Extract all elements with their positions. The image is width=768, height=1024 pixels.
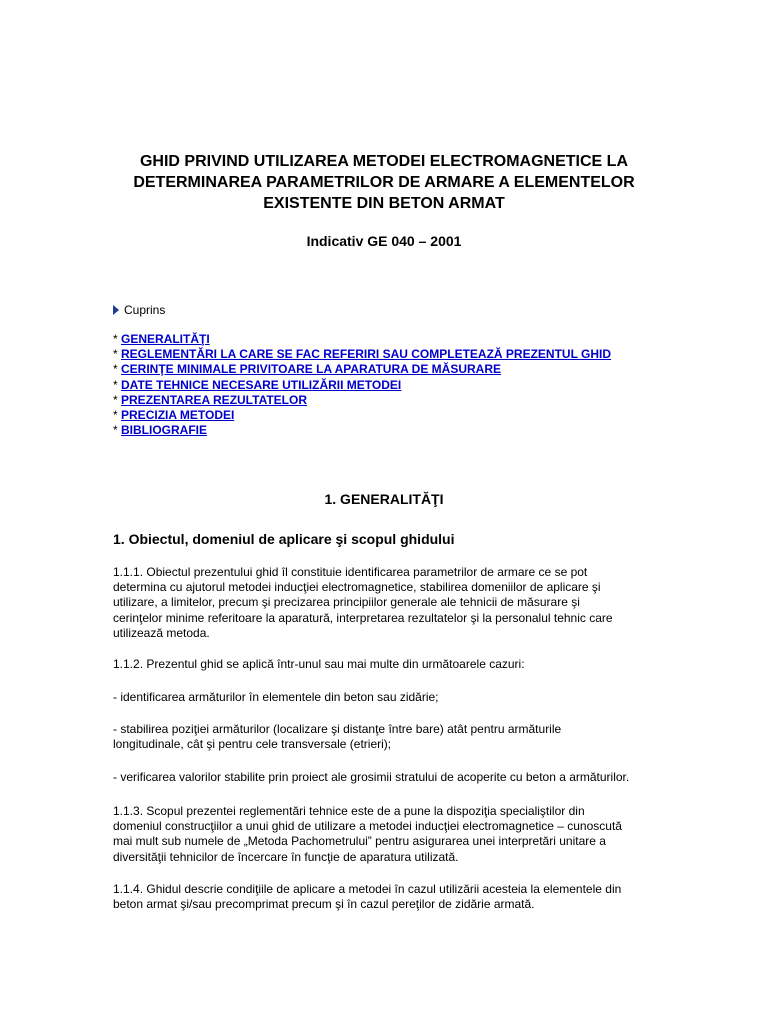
toc-item [113,378,611,393]
toc-toggle[interactable] [113,302,165,318]
toc-link-cerinte[interactable]: CERINŢE MINIMALE PRIVITOARE LA APARATURA DE MĂSURARE [121,362,502,377]
text-line: beton armat şi/sau precomprimat precum şi în cazul pereţilor de zidărie armată. [113,897,535,912]
toc-item [113,393,611,408]
title-line: DETERMINAREA PARAMETRILOR DE ARMARE A ELEMENTELOR [133,174,635,191]
section-heading: 1. GENERALITĂŢI [324,491,444,507]
toc-item [113,408,611,423]
toc-bullet: * [113,423,118,438]
text-line: - stabilirea poziţiei armăturilor (localizare şi distanţe între bare) atât pentru armăturile [113,722,562,736]
paragraph-list-item-1 [113,690,653,705]
paragraph-1-1-1 [113,565,653,641]
toc-link-precizia[interactable]: PRECIZIA METODEI [121,408,235,423]
toc-bullet: * [113,362,118,377]
toc-link-reglementari[interactable]: REGLEMENTĂRI LA CARE SE FAC REFERIRI SAU COMPLETEAZĂ PREZENTUL GHID [121,347,612,362]
toc-item [113,423,611,438]
toc-bullet: * [113,377,118,392]
text-line: 1.1.3. Scopul prezentei reglementări tehnice este de a pune la dispoziţia specialiştilor din [113,804,585,818]
title-line: GHID PRIVIND UTILIZAREA METODEI ELECTROMAGNETICE LA [139,153,628,170]
text-line: - verificarea valorilor stabilite prin proiect ale grosimii stratului de acoperite cu beton a armăturilor. [113,770,630,784]
text-line: mai mult sub numele de „Metoda Pachometrului” pentru asigurarea unei interpretări unitare a [113,834,606,849]
document-indicativ: Indicativ GE 040 – 2001 [306,233,462,249]
paragraph-1-1-2 [113,657,653,672]
paragraph-list-item-3 [113,770,653,785]
toc-toggle-label: Cuprins [124,303,166,317]
paragraph-1-1-3 [113,804,653,865]
text-line: diversităţii tehnicilor de încercare în funcţie de aparatura utilizată. [113,849,459,864]
text-line: utilizează metoda. [113,625,210,640]
expand-arrow-icon [113,305,119,315]
table-of-contents [113,332,611,438]
toc-bullet: * [113,392,118,407]
text-line: 1.1.4. Ghidul descrie condiţiile de aplicare a metodei în cazul utilizării acesteia la elementele din [113,882,622,896]
text-line: domeniul construcţiilor a unui ghid de utilizare a metodei inducţiei electromagnetice – cunoscută [113,819,622,834]
toc-item [113,332,611,347]
text-line: longitudinale, cât şi pentru cele transversale (etrieri); [113,737,392,752]
subsection-heading: 1. Obiectul, domeniul de aplicare şi scopul ghidului [113,531,455,547]
toc-bullet: * [113,332,118,346]
text-line: determina cu ajutorul metodei inducţiei electromagnetice, stabilirea domeniilor de aplicare şi [113,580,601,595]
toc-link-prezentarea[interactable]: PREZENTAREA REZULTATELOR [121,392,308,407]
page-title [100,151,668,214]
text-line: cerinţelor minime referitoare la aparatură, interpretarea rezultatelor şi la personalul tehnic care [113,610,613,625]
toc-bullet: * [113,347,118,362]
text-line: - identificarea armăturilor în elementele din beton sau zidărie; [113,690,439,704]
text-line: utilizare, a limitelor, precum şi precizarea principiilor generale ale tehnicii de măsurare şi [113,595,580,610]
paragraph-list-item-2 [113,722,653,752]
toc-link-bibliografie[interactable]: BIBLIOGRAFIE [121,423,208,438]
toc-item [113,347,611,362]
text-line: 1.1.1. Obiectul prezentului ghid îl constituie identificarea parametrilor de armare ce se pot [113,565,588,579]
toc-link-date-tehnice[interactable]: DATE TEHNICE NECESARE UTILIZĂRII METODEI [121,377,402,392]
toc-bullet: * [113,408,118,423]
toc-link-generalitati[interactable]: GENERALITĂŢI [121,332,210,346]
toc-item [113,362,611,377]
text-line: 1.1.2. Prezentul ghid se aplică într-unul sau mai multe din următoarele cazuri: [113,657,525,671]
title-line: EXISTENTE DIN BETON ARMAT [263,195,505,212]
paragraph-1-1-4 [113,882,653,912]
